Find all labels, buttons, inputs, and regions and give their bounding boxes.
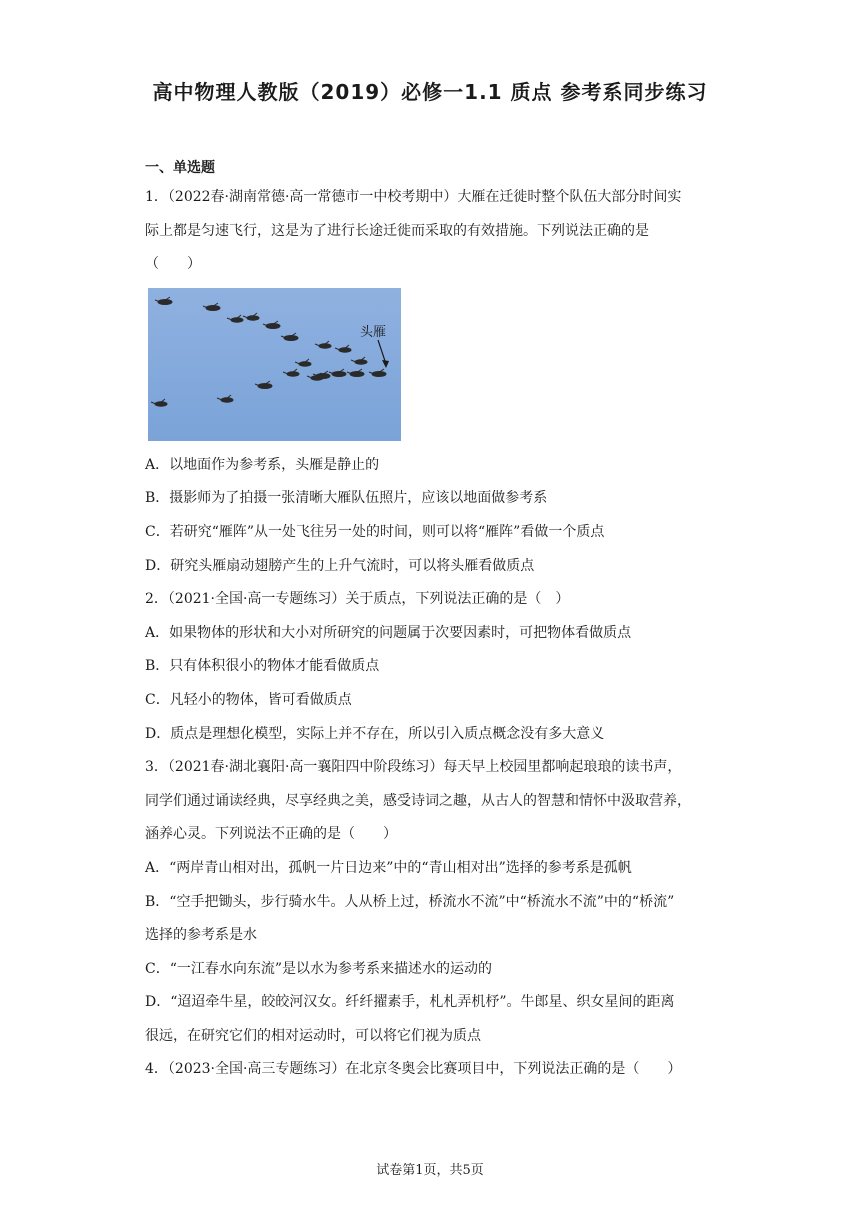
arrow-head-icon: [382, 360, 389, 368]
question-1-option-a: A．以地面作为参考系，头雁是静止的: [145, 456, 380, 473]
goose-icon: [155, 297, 172, 305]
goose-icon: [217, 395, 233, 402]
question-3-line-3: 涵养心灵。下列说法不正确的是（ ）: [145, 826, 397, 843]
goose-icon: [255, 381, 272, 389]
goose-icon: [227, 315, 243, 322]
goose-icon: [243, 313, 259, 320]
question-3-line-2: 同学们通过诵读经典，尽享经典之美，感受诗词之趣，从古人的智慧和情怀中汲取营养，: [145, 792, 691, 809]
goose-icon: [347, 369, 364, 377]
section-heading: 一、单选题: [145, 160, 215, 176]
question-1-line-3: （ ）: [145, 256, 201, 273]
question-1-option-d: D．研究头雁扇动翅膀产生的上升气流时，可以将头雁看做质点: [145, 557, 535, 574]
question-3-option-c: C．“一江春水向东流”是以水为参考系来描述水的运动的: [145, 960, 493, 977]
question-1-line-2: 际上都是匀速飞行，这是为了进行长途迁徙而采取的有效措施。下列说法正确的是: [145, 222, 649, 239]
question-3-option-d: D．“迢迢牵牛星，皎皎河汉女。纤纤擢素手，札札弄机杼”。牛郎星、织女星间的距离: [145, 994, 675, 1011]
question-3-line-1: 3．（2021春·湖北襄阳·高一襄阳四中阶段练习）每天早上校园里都响起琅琅的读书声，: [145, 759, 682, 776]
page-footer: 试卷第1页，共5页: [376, 1163, 484, 1178]
question-3-option-d-cont: 很远，在研究它们的相对运动时，可以将它们视为质点: [145, 1027, 481, 1044]
question-3-option-b: B．“空手把锄头，步行骑水牛。人从桥上过，桥流水不流”中“桥流水不流”中的“桥流”: [145, 893, 675, 910]
geese-flock-illustration: [148, 288, 401, 441]
goose-icon: [315, 341, 331, 348]
goose-icon: [369, 369, 386, 377]
lead-goose-label: 头雁: [360, 324, 387, 340]
goose-icon: [329, 369, 346, 377]
goose-icon: [151, 399, 167, 406]
question-4-line-1: 4．（2023·全国·高三专题练习）在北京冬奥会比赛项目中，下列说法正确的是（ ）: [145, 1061, 682, 1078]
goose-icon: [203, 303, 220, 311]
question-1-option-c: C．若研究“雁阵”从一处飞往另一处的时间，则可以将“雁阵”看做一个质点: [145, 523, 605, 540]
goose-icon: [351, 357, 367, 364]
question-3: [145, 751, 717, 1053]
question-2-option-a: A．如果物体的形状和大小对所研究的问题属于次要因素时，可把物体看做质点: [145, 624, 632, 641]
question-2-line-1: 2．（2021·全国·高一专题练习）关于质点，下列说法正确的是（ ）: [145, 591, 570, 608]
question-2-option-b: B．只有体积很小的物体才能看做质点: [145, 658, 380, 675]
question-list: [145, 181, 717, 1087]
geese-photo: [148, 288, 401, 441]
question-4: [145, 1053, 717, 1087]
question-1-option-b: B．摄影师为了拍摄一张清晰大雁队伍照片，应该以地面做参考系: [145, 490, 548, 507]
goose-icon: [295, 359, 311, 366]
question-3-option-a: A．“两岸青山相对出，孤帆一片日边来”中的“青山相对出”选择的参考系是孤帆: [145, 859, 632, 876]
question-1-line-1: 1．（2022春·湖南常德·高一常德市一中校考期中）大雁在迁徙时整个队伍大部分时间实: [145, 189, 682, 205]
goose-icon: [263, 321, 280, 329]
goose-icon: [283, 369, 299, 376]
page-title: 高中物理人教版（2019）必修一1.1 质点 参考系同步练习: [152, 80, 708, 104]
question-2-option-c: C．凡轻小的物体，皆可看做质点: [145, 691, 352, 708]
question-2-option-d: D．质点是理想化模型，实际上并不存在，所以引入质点概念没有多大意义: [145, 725, 605, 742]
question-3-option-b-cont: 选择的参考系是水: [145, 927, 257, 944]
goose-icon: [335, 345, 351, 352]
question-1: [145, 181, 717, 583]
question-2: [145, 583, 717, 751]
arrow-icon: [378, 340, 386, 364]
goose-icon: [281, 333, 298, 341]
